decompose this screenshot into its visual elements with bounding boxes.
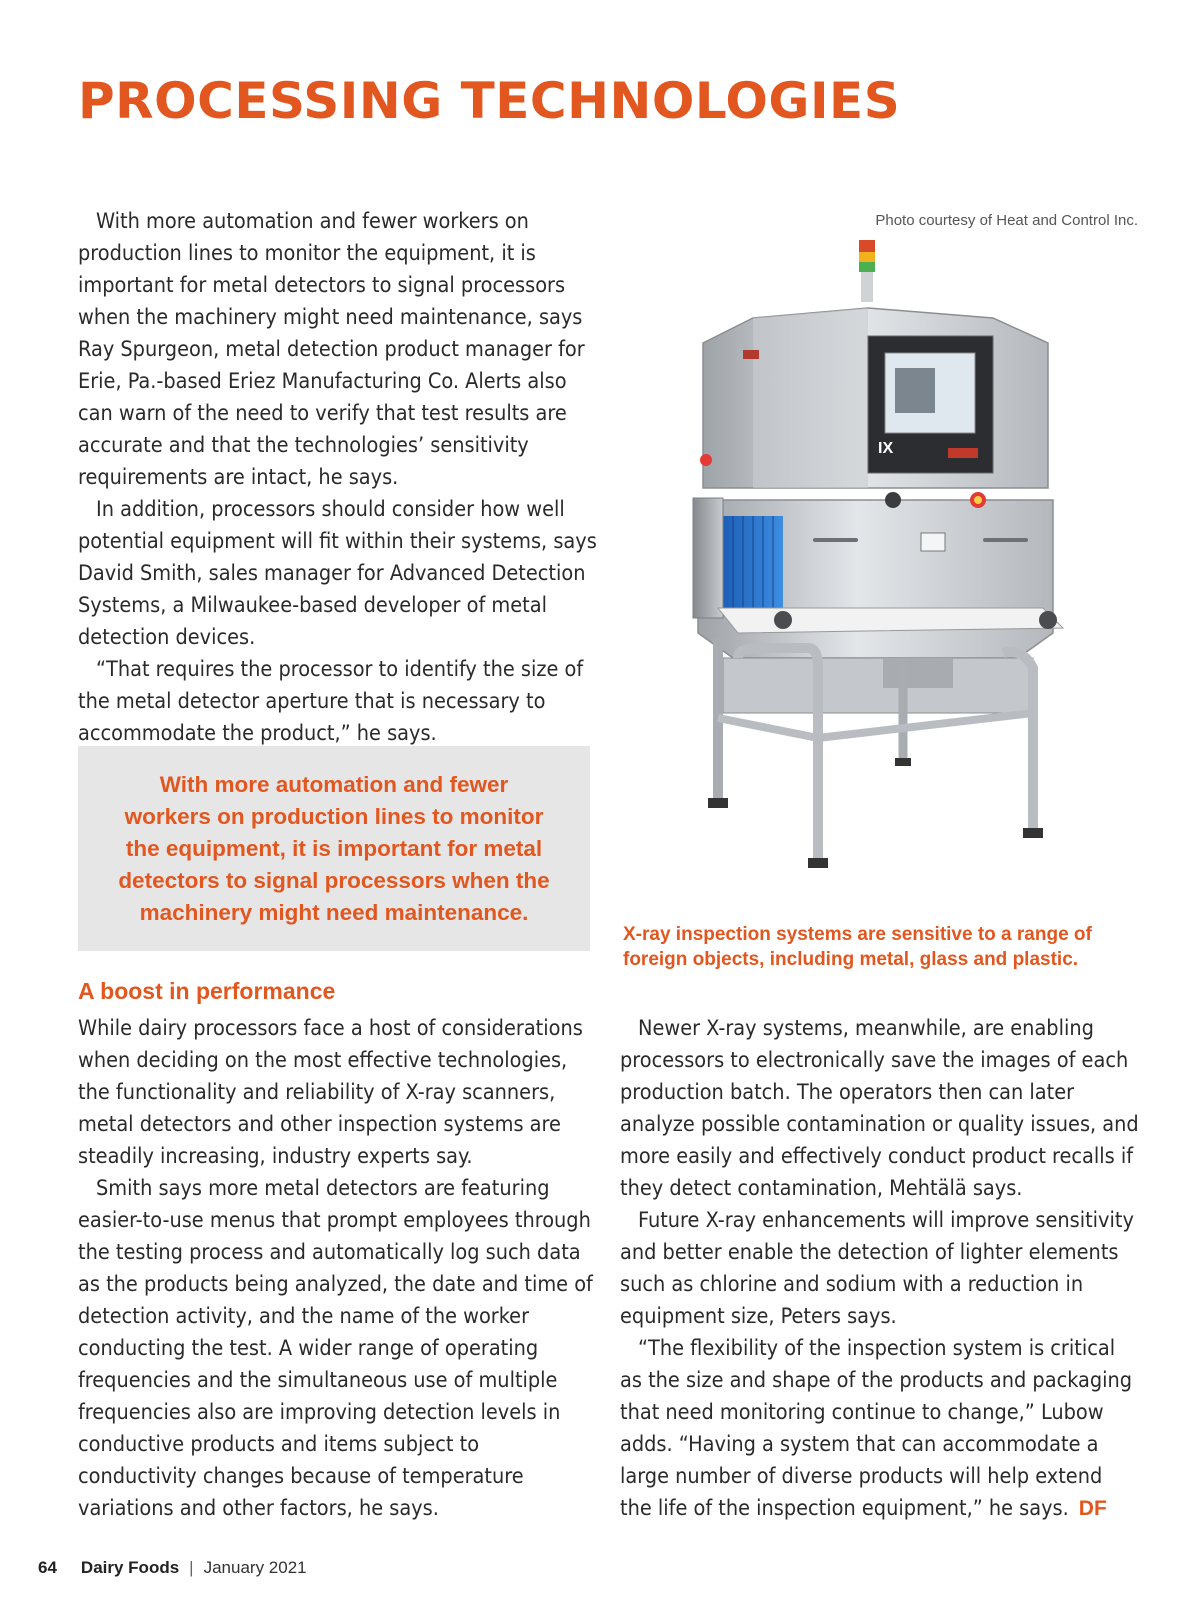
article-column-bottom-right	[620, 1013, 1140, 1525]
xray-machine-illustration	[623, 238, 1133, 903]
pull-quote	[78, 746, 590, 951]
article-paragraph: Newer X-ray systems, meanwhile, are enabling processors to electronically save the images of each production batch. The operators then can later analyze possible contamination or quality issues, and more easily and effectively conduct product recalls if they detect contamination, Mehtälä says.	[620, 1016, 1139, 1201]
leveling-foot	[1023, 828, 1043, 838]
article-column-top-left	[78, 206, 598, 750]
beacon-amber	[859, 252, 875, 262]
article-paragraph: In addition, processors should consider how well potential equipment will fit within their systems, says David Smith, sales manager for Advanced Detection Systems, a Milwaukee-based developer of metal detection devices.	[78, 497, 597, 650]
article-paragraph: “That requires the processor to identify the size of the metal detector aperture that is necessary to accommodate the product,” he says.	[78, 657, 584, 746]
article-paragraph-text: “The flexibility of the inspection system is critical as the size and shape of the products and packaging that need monitoring continue to change,” Lubow adds. “Having a system that can accommodate a large number of diverse products will help extend the life of the inspection equipment,” he says.	[620, 1336, 1133, 1521]
photo-credit: Photo courtesy of Heat and Control Inc.	[875, 212, 1138, 229]
section-heading: PROCESSING TECHNOLOGIES	[78, 72, 901, 130]
article-paragraph: Future X-ray enhancements will improve sensitivity and better enable the detection of lighter elements such as chlorine and sodium with a reduction in equipment size, Peters says.	[620, 1208, 1134, 1329]
photo-caption: X-ray inspection systems are sensitive to a range of foreign objects, including metal, glass and plastic.	[623, 924, 1092, 970]
pull-quote-text: With more automation and fewer workers on production lines to monitor the equipment, it is important for metal detectors to signal processors when the machinery might need maintenance.	[118, 771, 550, 925]
machine-label: IX	[878, 440, 894, 457]
article-column-bottom-left	[78, 1013, 598, 1525]
xray-machine-photo	[623, 238, 1133, 903]
emergency-stop-left	[700, 454, 712, 466]
page-footer	[38, 1558, 307, 1578]
article-paragraph: Smith says more metal detectors are featuring easier-to-use menus that prompt employees through the testing process and automatically log such data as the products being analyzed, the date and time of detection activity, and the name of the worker conducting the test. A wider range of operating frequencies and the simultaneous use of multiple frequencies also are improving detection levels in conductive products and items subject to conductivity changes because of temperature variations and other factors, he says.	[78, 1176, 593, 1521]
footer-separator: |	[189, 1558, 194, 1577]
article-paragraph	[620, 1333, 1140, 1525]
issue-date: January 2021	[203, 1558, 307, 1577]
leveling-foot	[708, 798, 728, 808]
leveling-foot	[808, 858, 828, 868]
article-paragraph: With more automation and fewer workers on production lines to monitor the equipment, it is important for metal detectors to signal processors when the machinery might need maintenance, says Ray Spurgeon, metal detection product manager for Erie, Pa.-based Eriez Manufacturing Co. Alerts also can warn of the need to verify that test results are accurate and that the technologies’ sensitivity requirements are intact, he says.	[78, 209, 585, 490]
page-number: 64	[38, 1558, 57, 1577]
end-mark: DF	[1078, 1497, 1107, 1520]
leveling-foot	[895, 758, 911, 766]
subheading: A boost in performance	[78, 978, 336, 1004]
article-paragraph: While dairy processors face a host of considerations when deciding on the most effective technologies, the functionality and reliability of X-ray scanners, metal detectors and other inspection systems are steadily increasing, industry experts say.	[78, 1016, 583, 1169]
beacon-red	[859, 240, 875, 252]
beacon-green	[859, 262, 875, 272]
conveyor-belt	[718, 608, 1063, 633]
magazine-name: Dairy Foods	[80, 1558, 180, 1577]
